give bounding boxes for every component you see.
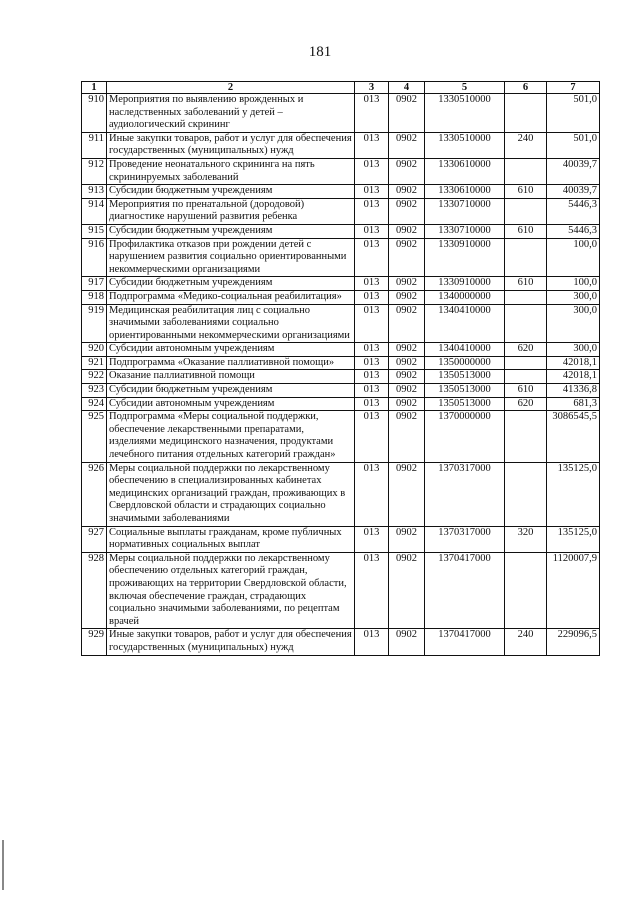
section-code: 0902 (389, 277, 425, 291)
table-row (82, 384, 600, 398)
amount: 135125,0 (547, 526, 600, 552)
section-code: 0902 (389, 158, 425, 184)
row-number: 912 (82, 158, 107, 184)
row-number: 917 (82, 277, 107, 291)
row-number: 924 (82, 397, 107, 411)
section-code: 0902 (389, 94, 425, 133)
amount: 42018,1 (547, 370, 600, 384)
table-row (82, 132, 600, 158)
table-row (82, 185, 600, 199)
target-article-code: 1330510000 (425, 94, 505, 133)
target-article-code: 1330710000 (425, 198, 505, 224)
table-row (82, 277, 600, 291)
section-code: 0902 (389, 224, 425, 238)
row-name: Субсидии бюджетным учреждениям (107, 277, 355, 291)
expense-type-code (505, 304, 547, 343)
target-article-code: 1350000000 (425, 356, 505, 370)
amount: 5446,3 (547, 224, 600, 238)
section-code: 0902 (389, 238, 425, 277)
section-code: 0902 (389, 411, 425, 462)
target-article-code: 1350513000 (425, 384, 505, 398)
amount: 1120007,9 (547, 552, 600, 629)
amount: 501,0 (547, 132, 600, 158)
row-name: Мероприятия по пренатальной (дородовой) диагностике нарушений развития ребенка (107, 198, 355, 224)
row-name: Профилактика отказов при рождении детей с нарушением развития социально ориентированными некоммерческими организациями (107, 238, 355, 277)
expense-type-code (505, 290, 547, 304)
section-code: 0902 (389, 290, 425, 304)
target-article-code: 1350513000 (425, 397, 505, 411)
section-code: 0902 (389, 198, 425, 224)
target-article-code: 1370417000 (425, 629, 505, 655)
expense-type-code: 610 (505, 384, 547, 398)
ministry-code: 013 (355, 132, 389, 158)
row-number: 927 (82, 526, 107, 552)
table-row (82, 397, 600, 411)
ministry-code: 013 (355, 290, 389, 304)
expense-type-code (505, 94, 547, 133)
scan-edge-mark (2, 840, 4, 890)
expense-type-code: 320 (505, 526, 547, 552)
row-number: 923 (82, 384, 107, 398)
column-header: 5 (425, 82, 505, 94)
column-header: 2 (107, 82, 355, 94)
section-code: 0902 (389, 132, 425, 158)
table-row (82, 552, 600, 629)
expense-type-code: 620 (505, 397, 547, 411)
expense-type-code: 240 (505, 629, 547, 655)
row-name: Меры социальной поддержки по лекарственному обеспечению отдельных категорий граждан, проживающих на территории Свердловской области, включая обеспечение граждан, страдающих социально значимыми заболеваниями, по рецептам врачей (107, 552, 355, 629)
row-name: Проведение неонатального скрининга на пять скрининруемых заболеваний (107, 158, 355, 184)
target-article-code: 1330610000 (425, 158, 505, 184)
expense-type-code (505, 462, 547, 526)
amount: 300,0 (547, 304, 600, 343)
row-number: 928 (82, 552, 107, 629)
row-name: Субсидии автономным учреждениям (107, 343, 355, 357)
table-row (82, 94, 600, 133)
amount: 3086545,5 (547, 411, 600, 462)
amount: 681,3 (547, 397, 600, 411)
expense-type-code (505, 238, 547, 277)
expense-type-code: 610 (505, 277, 547, 291)
amount: 5446,3 (547, 198, 600, 224)
ministry-code: 013 (355, 370, 389, 384)
table-row (82, 526, 600, 552)
table-row (82, 290, 600, 304)
amount: 100,0 (547, 277, 600, 291)
row-name: Подпрограмма «Меры социальной поддержки, обеспечение лекарственными препаратами, изделиями медицинского назначения, продуктами лечебного питания отдельных категорий граждан» (107, 411, 355, 462)
target-article-code: 1350513000 (425, 370, 505, 384)
amount: 501,0 (547, 94, 600, 133)
ministry-code: 013 (355, 384, 389, 398)
ministry-code: 013 (355, 158, 389, 184)
budget-table (81, 81, 600, 656)
expense-type-code: 610 (505, 185, 547, 199)
section-code: 0902 (389, 370, 425, 384)
row-name: Подпрограмма «Оказание паллиативной помощи» (107, 356, 355, 370)
target-article-code: 1340000000 (425, 290, 505, 304)
ministry-code: 013 (355, 411, 389, 462)
row-name: Иные закупки товаров, работ и услуг для обеспечения государственных (муниципальных) нужд (107, 629, 355, 655)
target-article-code: 1370000000 (425, 411, 505, 462)
section-code: 0902 (389, 384, 425, 398)
row-name: Субсидии бюджетным учреждениям (107, 185, 355, 199)
amount: 40039,7 (547, 185, 600, 199)
amount: 100,0 (547, 238, 600, 277)
expense-type-code (505, 356, 547, 370)
ministry-code: 013 (355, 224, 389, 238)
target-article-code: 1330510000 (425, 132, 505, 158)
expense-type-code (505, 552, 547, 629)
row-name: Подпрограмма «Медико-социальная реабилитация» (107, 290, 355, 304)
ministry-code: 013 (355, 94, 389, 133)
ministry-code: 013 (355, 526, 389, 552)
expense-type-code: 240 (505, 132, 547, 158)
section-code: 0902 (389, 552, 425, 629)
row-number: 922 (82, 370, 107, 384)
ministry-code: 013 (355, 304, 389, 343)
amount: 300,0 (547, 343, 600, 357)
target-article-code: 1340410000 (425, 343, 505, 357)
ministry-code: 013 (355, 185, 389, 199)
expense-type-code: 610 (505, 224, 547, 238)
table-row (82, 158, 600, 184)
ministry-code: 013 (355, 238, 389, 277)
table-row (82, 304, 600, 343)
row-number: 919 (82, 304, 107, 343)
header-row (82, 82, 600, 94)
section-code: 0902 (389, 629, 425, 655)
target-article-code: 1330610000 (425, 185, 505, 199)
column-header: 6 (505, 82, 547, 94)
row-number: 926 (82, 462, 107, 526)
row-name: Меры социальной поддержки по лекарственному обеспечению в специализированных кабинетах медицинских организаций граждан, проживающих в Свердловской области и страдающих социально значимыми заболеваниями (107, 462, 355, 526)
expense-type-code (505, 158, 547, 184)
table-row (82, 629, 600, 655)
target-article-code: 1330710000 (425, 224, 505, 238)
target-article-code: 1330910000 (425, 277, 505, 291)
row-name: Социальные выплаты гражданам, кроме публичных нормативных социальных выплат (107, 526, 355, 552)
column-header: 1 (82, 82, 107, 94)
row-number: 918 (82, 290, 107, 304)
row-name: Субсидии бюджетным учреждениям (107, 384, 355, 398)
ministry-code: 013 (355, 397, 389, 411)
target-article-code: 1370317000 (425, 462, 505, 526)
target-article-code: 1330910000 (425, 238, 505, 277)
row-number: 915 (82, 224, 107, 238)
section-code: 0902 (389, 397, 425, 411)
section-code: 0902 (389, 526, 425, 552)
ministry-code: 013 (355, 198, 389, 224)
ministry-code: 013 (355, 277, 389, 291)
table-row (82, 411, 600, 462)
table-row (82, 356, 600, 370)
row-name: Мероприятия по выявлению врожденных и наследственных заболеваний у детей – аудиологический скрининг (107, 94, 355, 133)
row-name: Субсидии автономным учреждениям (107, 397, 355, 411)
section-code: 0902 (389, 343, 425, 357)
row-name: Субсидии бюджетным учреждениям (107, 224, 355, 238)
section-code: 0902 (389, 462, 425, 526)
row-number: 920 (82, 343, 107, 357)
row-name: Оказание паллиативной помощи (107, 370, 355, 384)
row-number: 925 (82, 411, 107, 462)
row-number: 921 (82, 356, 107, 370)
table-row (82, 238, 600, 277)
expense-type-code: 620 (505, 343, 547, 357)
ministry-code: 013 (355, 343, 389, 357)
target-article-code: 1370317000 (425, 526, 505, 552)
expense-type-code (505, 411, 547, 462)
section-code: 0902 (389, 304, 425, 343)
amount: 42018,1 (547, 356, 600, 370)
row-number: 910 (82, 94, 107, 133)
row-number: 911 (82, 132, 107, 158)
amount: 135125,0 (547, 462, 600, 526)
expense-type-code (505, 370, 547, 384)
target-article-code: 1370417000 (425, 552, 505, 629)
table-row (82, 224, 600, 238)
row-number: 916 (82, 238, 107, 277)
row-name: Медицинская реабилитация лиц с социально значимыми заболеваниями социально ориентированными некоммерческими организациями (107, 304, 355, 343)
row-name: Иные закупки товаров, работ и услуг для обеспечения государственных (муниципальных) нужд (107, 132, 355, 158)
column-header: 7 (547, 82, 600, 94)
table-row (82, 462, 600, 526)
page-number: 181 (308, 44, 332, 60)
section-code: 0902 (389, 356, 425, 370)
amount: 300,0 (547, 290, 600, 304)
ministry-code: 013 (355, 552, 389, 629)
row-number: 913 (82, 185, 107, 199)
column-header: 4 (389, 82, 425, 94)
expense-type-code (505, 198, 547, 224)
ministry-code: 013 (355, 629, 389, 655)
column-header: 3 (355, 82, 389, 94)
target-article-code: 1340410000 (425, 304, 505, 343)
amount: 40039,7 (547, 158, 600, 184)
table-row (82, 343, 600, 357)
table-row (82, 370, 600, 384)
row-number: 929 (82, 629, 107, 655)
amount: 41336,8 (547, 384, 600, 398)
ministry-code: 013 (355, 356, 389, 370)
amount: 229096,5 (547, 629, 600, 655)
table-row (82, 198, 600, 224)
row-number: 914 (82, 198, 107, 224)
section-code: 0902 (389, 185, 425, 199)
ministry-code: 013 (355, 462, 389, 526)
